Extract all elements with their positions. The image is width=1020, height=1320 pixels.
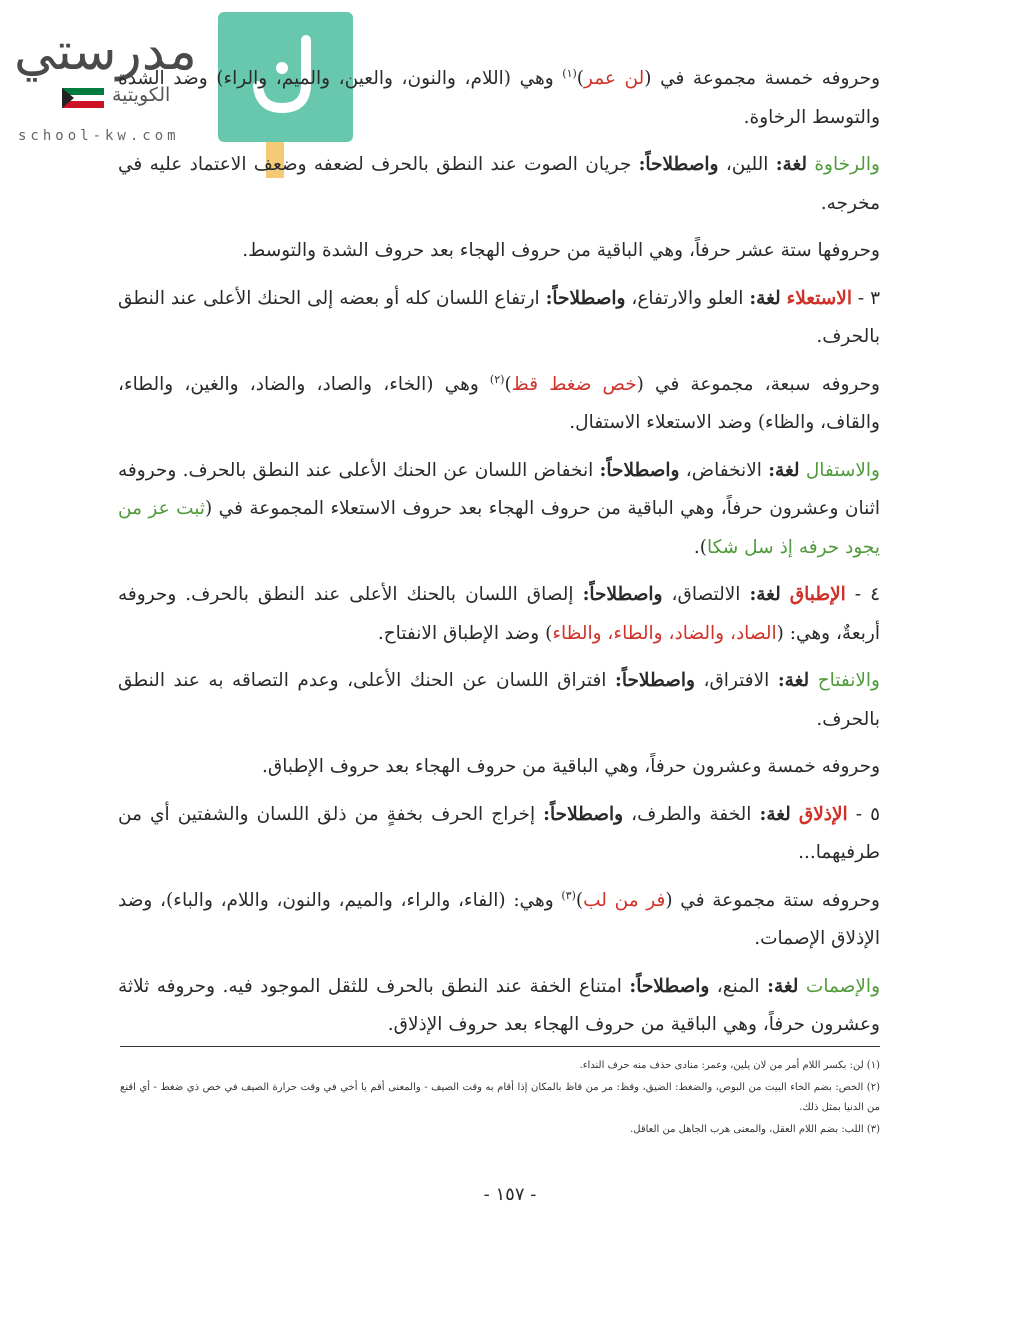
footnotes	[120, 1056, 880, 1142]
paragraph	[118, 576, 880, 653]
paragraph	[118, 882, 880, 959]
kuwait-flag-icon	[62, 88, 104, 108]
highlighted-term: واصطلاحاً:	[599, 459, 680, 481]
highlighted-term: والاستفال	[805, 459, 880, 481]
text-run: ٥ -	[847, 803, 880, 825]
page-number: - ١٥٧ -	[483, 1184, 537, 1205]
text-run: افتراق اللسان عن الحنك الأعلى، وعدم التصاقه به عند النطق بالحرف.	[118, 670, 880, 730]
text-run: الانخفاض،	[679, 459, 769, 481]
highlighted-term: فر من لب	[583, 889, 666, 911]
text-run: )	[576, 68, 584, 89]
text-run: ).	[693, 536, 707, 558]
text-run: )	[504, 373, 512, 395]
text-run	[809, 670, 818, 691]
highlighted-term: لغة:	[749, 287, 781, 309]
text-run: اللين،	[718, 154, 776, 175]
highlighted-term: لغة:	[759, 803, 791, 825]
text-run: وحروفها ستة عشر حرفاً، وهي الباقية من حروف الهجاء بعد حروف الشدة والتوسط.	[242, 240, 880, 261]
paragraph	[118, 662, 880, 739]
footnote-marker: (١)	[562, 66, 577, 80]
highlighted-term: والإصمات	[805, 975, 881, 997]
highlighted-term: لغة:	[768, 459, 800, 481]
watermark-subtitle: الكويتية	[112, 84, 171, 106]
text-run	[791, 804, 799, 825]
text-run: المنع،	[709, 975, 768, 997]
text-run: ) وضد الإطباق الانفتاح.	[377, 622, 553, 644]
body-text	[118, 60, 880, 1054]
text-run	[798, 976, 805, 997]
highlighted-term: الإذلاق	[798, 803, 848, 825]
text-run: ارتفاع اللسان كله أو بعضه إلى الحنك الأعلى عند النطق بالحرف.	[118, 287, 880, 347]
highlighted-term: واصطلاحاً:	[582, 584, 663, 605]
highlighted-term: ثبت عز من يجود حرفه إذ سل شكا	[118, 498, 880, 558]
text-run: جريان الصوت عند النطق بالحرف لضعفه وضعف الاعتماد عليه في مخرجه.	[118, 154, 880, 214]
text-run: وحروفه سبعة، مجموعة في (	[636, 373, 880, 395]
text-run: وحروفه خمسة وعشرون حرفاً، وهي الباقية من حروف الهجاء بعد حروف الإطباق.	[262, 756, 880, 777]
highlighted-term: لن عمر	[584, 68, 645, 89]
text-run: العلو والارتفاع،	[625, 287, 750, 309]
highlighted-term: لغة:	[749, 584, 781, 605]
text-run: انخفاض اللسان عن الحنك الأعلى عند النطق بالحرف. وحروفه اثنان وعشرون حرفاً، وهي الباقية من حروف الهجاء بعد حروف الاستعلاء المجموعة في (	[118, 459, 880, 519]
paragraph	[118, 232, 880, 271]
footnote: (٣) اللب: بضم اللام العقل، والمعنى هرب الجاهل من العاقل.	[630, 1124, 880, 1135]
highlighted-term: واصطلاحاً:	[615, 670, 695, 691]
highlighted-term: لغة:	[777, 670, 810, 691]
paragraph	[118, 452, 880, 568]
watermark-url: school-kw.com	[18, 128, 180, 144]
text-run: ٤ -	[845, 584, 880, 605]
highlighted-term: الاستعلاء	[786, 287, 852, 309]
highlighted-term: واصطلاحاً:	[629, 975, 710, 997]
footnote-marker: (٢)	[489, 372, 505, 386]
text-run: امتناع الخفة عند النطق بالحرف للثقل الموجود فيه. وحروفه ثلاثة وعشرون حرفاً، وهي الباقية من حروف الهجاء بعد حروف الإذلاق.	[118, 975, 880, 1035]
paragraph	[118, 968, 880, 1045]
text-run: وهي (اللام، والنون، والعين، والميم، والراء) وضد الشدة والتوسط الرخاوة.	[118, 68, 880, 128]
text-run	[781, 584, 790, 605]
highlighted-term: لغة:	[767, 975, 799, 997]
highlighted-term: الصاد، والضاد، والطاء، والظاء	[552, 622, 777, 644]
highlighted-term: واصطلاحاً:	[543, 803, 624, 825]
text-run: إلصاق اللسان بالحنك الأعلى عند النطق بالحرف. وحروفه أربعةٌ، وهي: (	[118, 584, 880, 644]
highlighted-term: واصطلاحاً:	[638, 154, 719, 175]
text-run: )	[575, 889, 584, 911]
footnote-marker: (٣)	[561, 888, 576, 902]
text-run: الخفة والطرف،	[623, 803, 760, 825]
watermark-name: مدرستي	[14, 22, 197, 82]
paragraph	[118, 366, 880, 443]
text-run: وهي: (الفاء، والراء، والميم، والنون، واللام، والباء)، وضد الإذلاق الإصمات.	[118, 889, 880, 949]
text-run: وحروفه خمسة مجموعة في (	[644, 68, 881, 89]
footnote: (٢) الخص: بضم الخاء البيت من البوص، والضغط: الضيق، وقظ: مر من قاظ بالمكان إذا أقام به وقت الصيف - والمعنى أقم يا أخي في وقت حرارة الصيف في خص ذي ضغط - أي اقنع من الدنيا بمثل ذلك.	[120, 1082, 880, 1113]
paragraph	[118, 146, 880, 223]
footnote: (١) لن: بكسر اللام أمر من لان يلين، وعمر: منادى حذف منه حرف النداء.	[579, 1060, 880, 1071]
text-run: وهي (الخاء، والصاد، والضاد، والغين، والطاء، والقاف، والظاء) وضد الاستعلاء الاستفال.	[118, 373, 880, 433]
text-run: إخراج الحرف بخفةٍ من ذلق اللسان والشفتين أي من طرفيهما...	[118, 803, 880, 863]
text-run: وحروفه ستة مجموعة في (	[665, 889, 880, 911]
paragraph	[118, 60, 880, 137]
text-run: ٣ -	[852, 287, 881, 309]
highlighted-term: لغة:	[775, 154, 808, 175]
text-run: الالتصاق،	[662, 584, 750, 605]
text-run: الافتراق،	[694, 670, 778, 691]
highlighted-term: الإطباق	[789, 584, 846, 605]
highlighted-term: خص ضغط قظ	[511, 373, 637, 395]
footnote-divider	[120, 1046, 880, 1047]
highlighted-term: واصطلاحاً:	[545, 287, 626, 309]
highlighted-term: والرخاوة	[814, 154, 880, 175]
paragraph	[118, 748, 880, 787]
highlighted-term: والانفتاح	[817, 670, 880, 691]
paragraph	[118, 280, 880, 357]
paragraph	[118, 796, 880, 873]
